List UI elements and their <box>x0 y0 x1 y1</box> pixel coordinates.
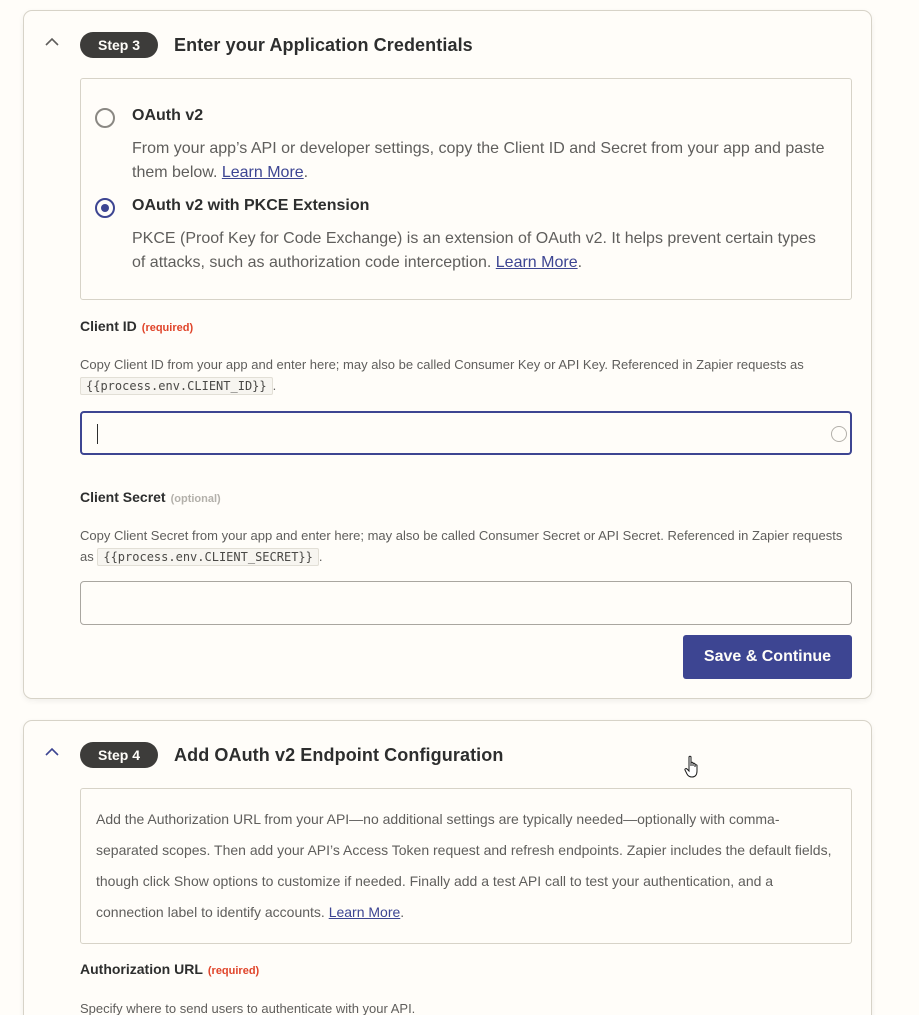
client-id-label <box>80 318 193 334</box>
client-id-help: Copy Client ID from your app and enter here; may also be called Consumer Key or API Key. Referenced in Zapier requests as {{process.env.CLIENT_ID}} . <box>80 357 804 393</box>
info-text: Add the Authorization URL from your API—no additional settings are typically needed—optionally with comma-separated scopes. Then add your API’s Access Token request and refresh endpoints. Zapier includes the default fields, though click Show options to customize if needed. Finally add a test API call to test your authentication, and a connection label to identify accounts. <box>96 811 832 920</box>
chevron-up-icon[interactable] <box>44 747 60 759</box>
text-caret <box>97 424 98 444</box>
client-id-input[interactable] <box>80 411 852 455</box>
authorization-url-label <box>80 961 259 977</box>
step-badge: Step 3 <box>80 32 158 58</box>
step4-header[interactable] <box>24 721 871 787</box>
authorization-url-help: Specify where to send users to authenticate with your API. <box>80 1001 416 1015</box>
learn-more-link[interactable]: Learn More <box>495 254 578 271</box>
env-variable-code: {{process.env.CLIENT_SECRET}} <box>97 548 319 566</box>
step-title: Add OAuth v2 Endpoint Configuration <box>174 745 504 765</box>
step3-card <box>23 10 872 699</box>
step-title: Enter your Application Credentials <box>174 35 473 55</box>
radio-description: From your app’s API or developer settings, copy the Client ID and Secret from your app and paste them below. Learn More. <box>132 140 825 181</box>
step4-card <box>23 720 872 1015</box>
radio-description: PKCE (Proof Key for Code Exchange) is an extension of OAuth v2. It helps prevent certain types of attacks, such as authorization code interception. Learn More. <box>132 230 816 271</box>
required-tag: (required) <box>141 322 194 334</box>
field-label-text: Authorization URL <box>80 961 203 977</box>
step3-header[interactable] <box>24 11 871 77</box>
step4-info-box: Add the Authorization URL from your API—no additional settings are typically needed—optionally with comma-separated scopes. Then add your API’s Access Token request and refresh endpoints. Zapier includes the default fields, though click Show options to customize if needed. Finally add a test API call to test your authentication, and a connection label to identify accounts. Learn More. <box>80 788 852 944</box>
loading-spinner-icon <box>831 426 847 442</box>
field-label-text: Client Secret <box>80 489 166 505</box>
radio-label: OAuth v2 with PKCE Extension <box>132 197 370 214</box>
radio-label: OAuth v2 <box>132 107 204 124</box>
required-tag: (required) <box>207 965 260 977</box>
learn-more-link[interactable]: Learn More <box>221 164 304 181</box>
auth-type-radio-group <box>80 78 852 300</box>
field-label-text: Client ID <box>80 318 137 334</box>
step-badge: Step 4 <box>80 742 158 768</box>
client-secret-help: Copy Client Secret from your app and enter here; may also be called Consumer Secret or API Secret. Referenced in Zapier requests as {{process.env.CLIENT_SECRET}} . <box>80 528 843 564</box>
optional-tag: (optional) <box>170 493 221 505</box>
save-continue-button[interactable]: Save & Continue <box>683 635 852 679</box>
client-secret-input[interactable] <box>80 581 852 625</box>
learn-more-link[interactable]: Learn More <box>328 904 401 920</box>
radio-checked-icon[interactable] <box>95 198 115 218</box>
client-secret-label <box>80 489 221 505</box>
env-variable-code: {{process.env.CLIENT_ID}} <box>80 377 273 395</box>
radio-unchecked-icon[interactable] <box>95 108 115 128</box>
chevron-up-icon[interactable] <box>44 37 60 49</box>
